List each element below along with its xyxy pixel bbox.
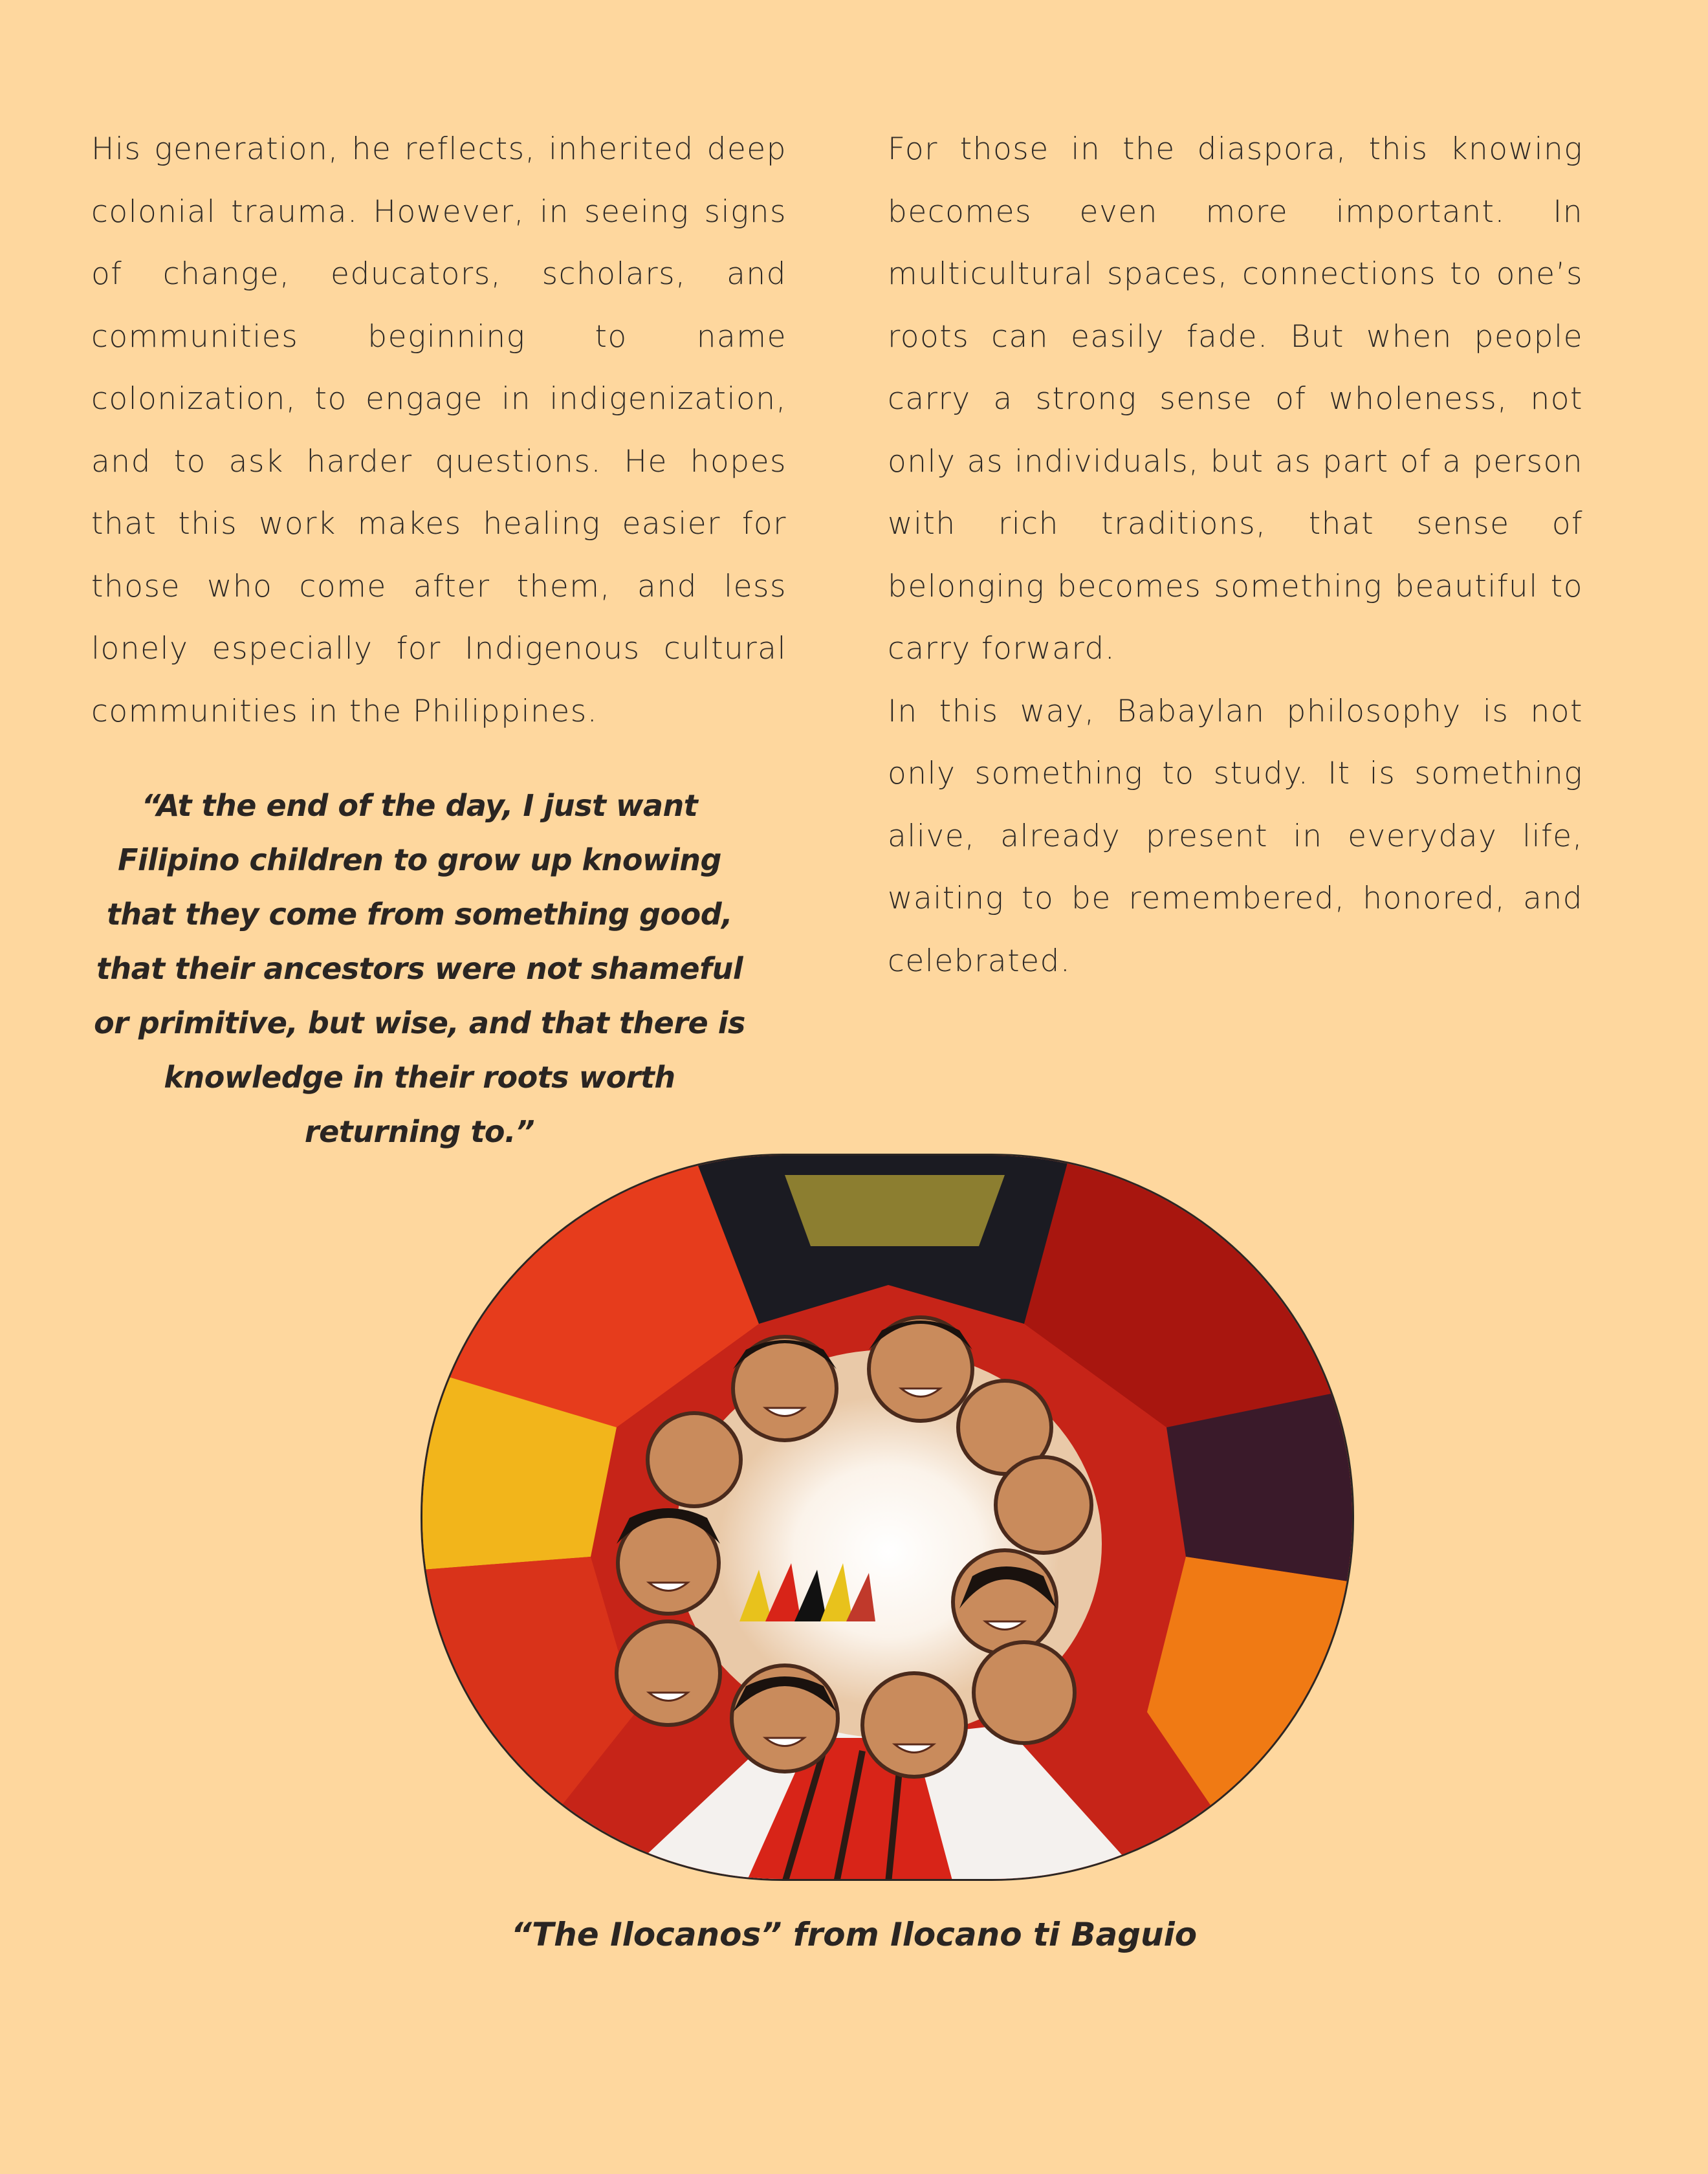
left-column: [91, 118, 787, 743]
left-paragraph: His generation, he reflects, inherited deep colonial trauma. However, in seeing signs of change, educators, scholars, and communities beginning to name colonization, to engage in indigenization, and to ask harder questions. He hopes that this work makes healing easier for those who come after them, and less lonely especially for Indigenous cultural communities in the Philippines.: [91, 131, 787, 729]
group-photo: [421, 1154, 1354, 1881]
group-photo-illustration: [422, 1156, 1354, 1881]
right-paragraph-2: In this way, Babaylan philosophy is not only something to study. It is something alive, already present in everyday life, waiting to be remembered, honored, and celebrated.: [888, 693, 1583, 979]
right-column: [888, 118, 1583, 993]
right-paragraph-1: For those in the diaspora, this knowing becomes even more important. In multicultural spaces, connections to one’s roots can easily fade. But when people carry a strong sense of wholeness, not only as individuals, but as part of a person with rich traditions, that sense of belonging becomes something beautiful to carry forward.: [888, 131, 1583, 666]
pull-quote: “At the end of the day, I just want Filipino children to grow up knowing that they come from something good, that their ancestors were not shameful or primitive, but wise, and that there is knowledge in their roots worth returning to.”: [94, 788, 745, 1149]
photo-caption: “The Ilocanos” from Ilocano ti Baguio: [510, 1916, 1198, 1953]
